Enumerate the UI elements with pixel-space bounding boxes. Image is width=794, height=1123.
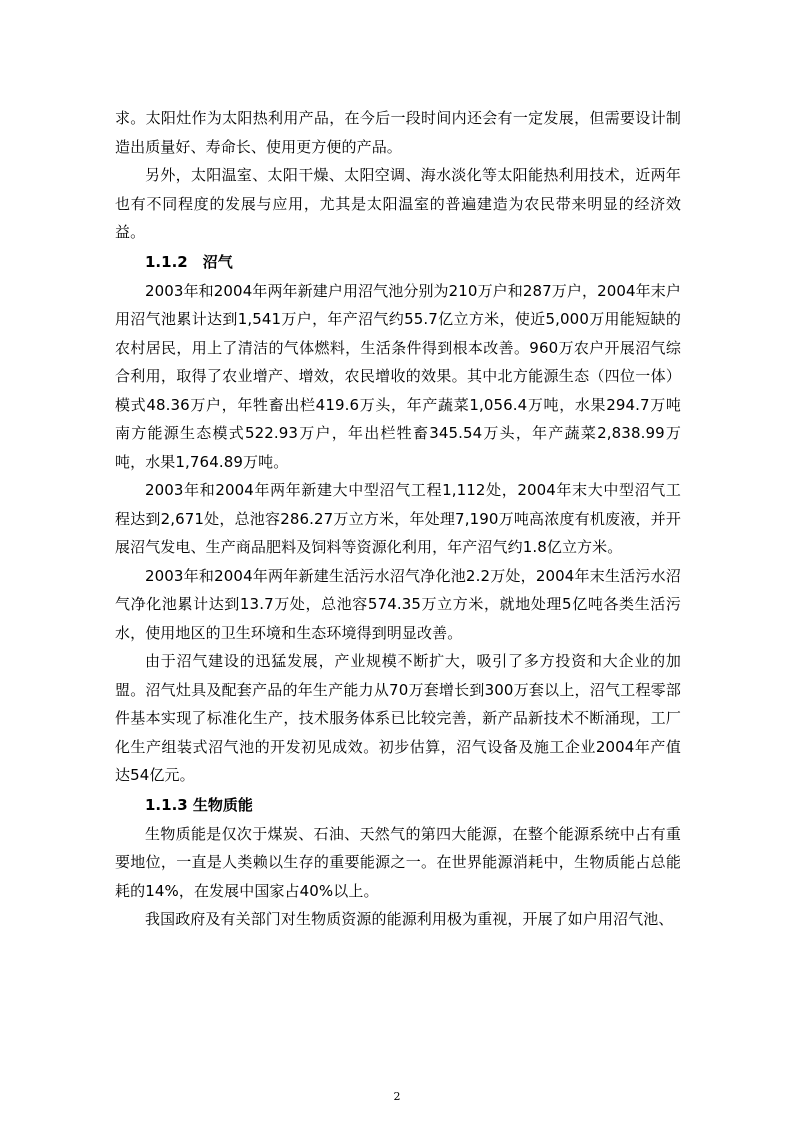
paragraph-government-biomass: 我国政府及有关部门对生物质资源的能源利用极为重视，开展了如户用沼气池、 — [145, 910, 674, 928]
paragraph-household-biogas: 2003年和2004年两年新建户用沼气池分别为210万户和287万户，2004年末户用沼气池累计达到1,541万户，年产沼气约55.7亿立方米，使近5,000万用能短缺的农村居民，用上了清洁的气体燃料，生活条件得到根本改善。960万农户开展沼气综合利用，取得了农业增产、增效，农民增收的效果。其中北方能源生态（四位一体）模式48.36万户，年牲畜出栏419.6万头，年产蔬菜1,056.4万吨，水果294.7万吨 南方能源生态模式522.93万户，年出栏牲畜345.54万头，年产蔬菜2,838.99万吨，水果1,764.89万吨。 — [115, 281, 681, 471]
section-heading-biomass: 1.1.3 生物质能 — [145, 795, 253, 814]
paragraph-biogas-industry: 由于沼气建设的迅猛发展，产业规模不断扩大，吸引了多方投资和大企业的加盟。沼气灶具及配套产品的年生产能力从70万套增长到300万套以上，沼气工程零部件基本实现了标准化生产，技术服务体系已比较完善，新产品新技术不断涌现，工厂化生产组装式沼气池的开发初见成效。初步估算，沼气设备及施工企业2004年产值达54亿元。 — [115, 652, 681, 784]
paragraph-large-biogas-projects: 2003年和2004年两年新建大中型沼气工程1,112处，2004年末大中型沼气工程达到2,671处，总池容286.27万立方米，年处理7,190万吨高浓度有机废液，并开展沼气发电、生产商品肥料及饲料等资源化利用，年产沼气约1.8亿立方米。 — [115, 481, 681, 556]
document-body — [115, 104, 681, 934]
page-number: 2 — [393, 1090, 401, 1103]
section-heading-biogas: 1.1.2 沼气 — [145, 252, 233, 271]
paragraph-solar-cooker: 求。太阳灶作为太阳热利用产品，在今后一段时间内还会有一定发展，但需要设计制造出质量好、寿命长、使用更方便的产品。 — [115, 109, 681, 156]
paragraph-solar-thermal: 另外，太阳温室、太阳干燥、太阳空调、海水淡化等太阳能热利用技术，近两年也有不同程度的发展与应用，尤其是太阳温室的普遍建造为农民带来明显的经济效益。 — [115, 166, 681, 241]
paragraph-sewage-purification: 2003年和2004年两年新建生活污水沼气净化池2.2万处，2004年末生活污水沼气净化池累计达到13.7万处，总池容574.35万立方米，就地处理5亿吨各类生活污水，使用地区的卫生环境和生态环境得到明显改善。 — [115, 566, 681, 642]
paragraph-biomass-energy: 生物质能是仅次于煤炭、石油、天然气的第四大能源，在整个能源系统中占有重要地位，一直是人类赖以生存的重要能源之一。在世界能源消耗中，生物质能占总能耗的14%，在发展中国家占40%以上。 — [115, 824, 681, 900]
